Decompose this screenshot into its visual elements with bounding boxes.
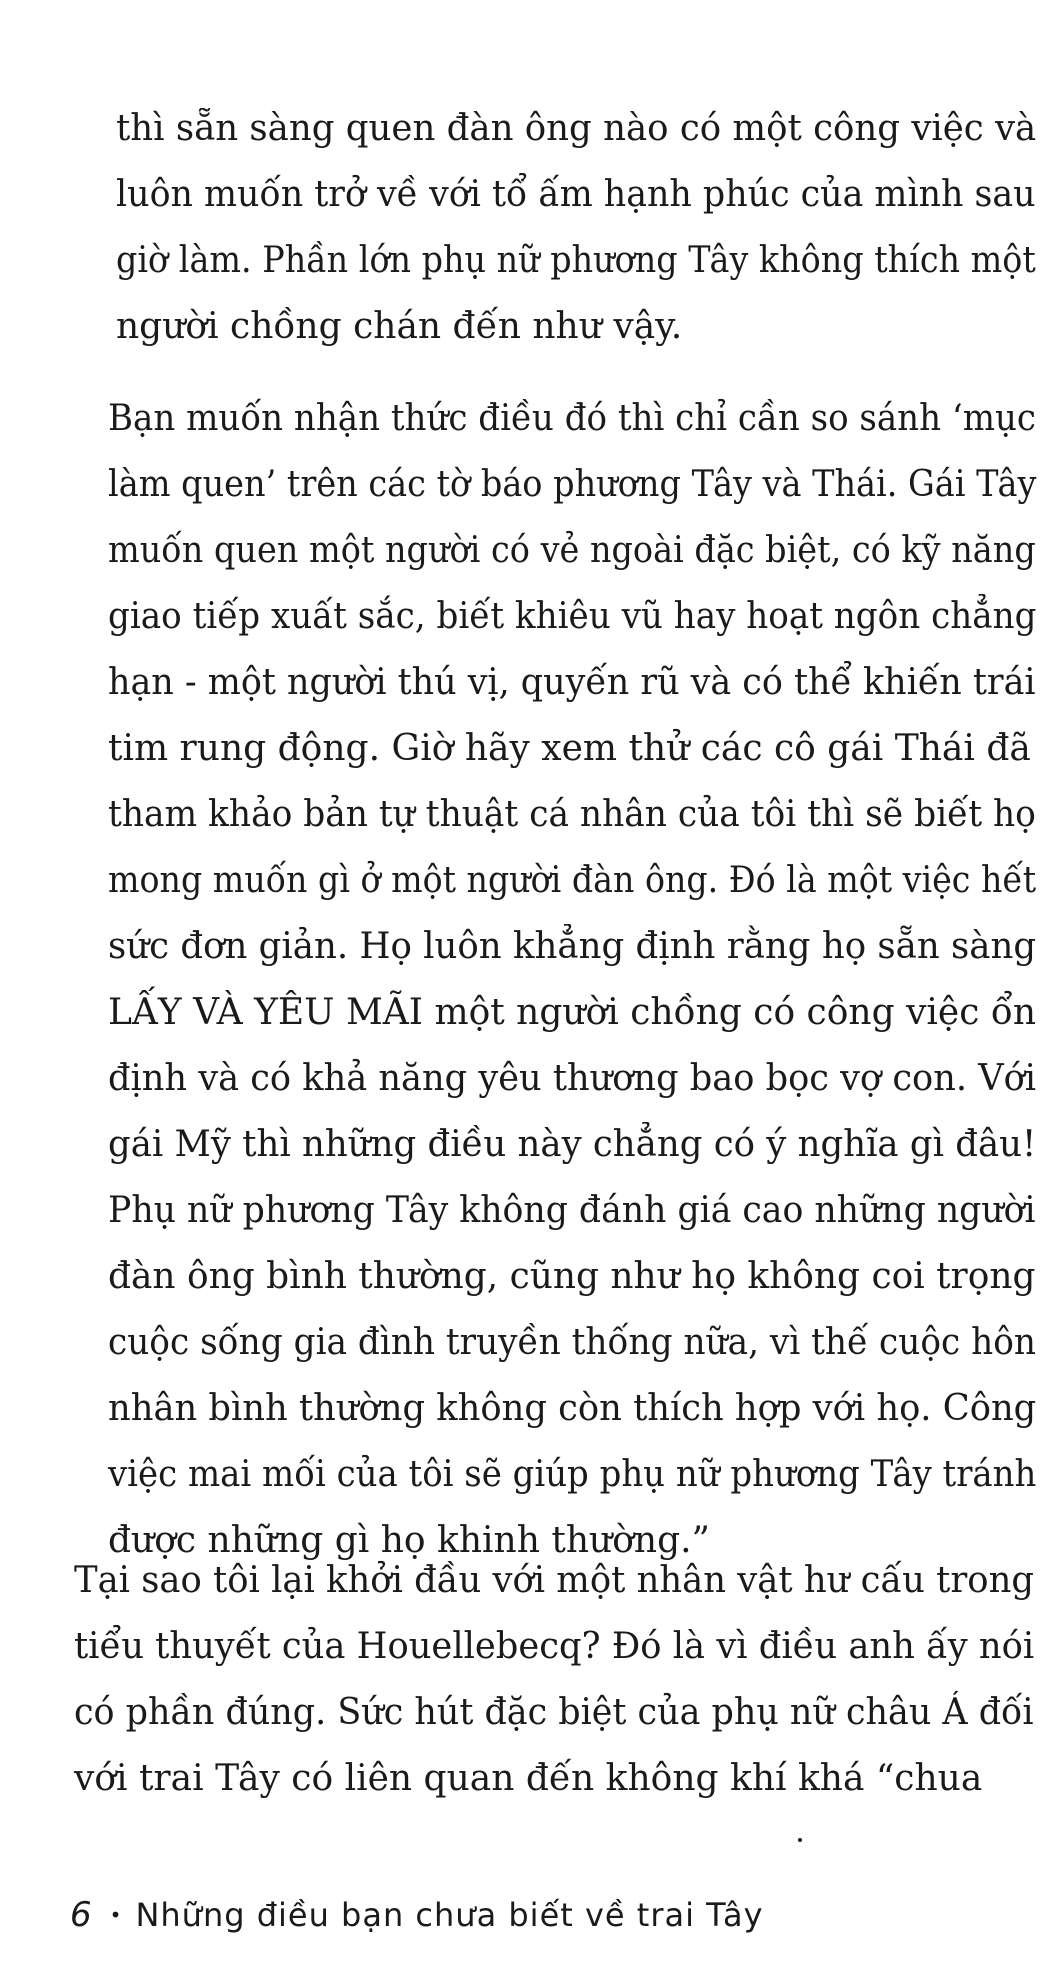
text-line: tham khảo bản tự thuật cá nhân của tôi thì sẽ biết họ bbox=[108, 794, 1036, 835]
paragraph-1 bbox=[116, 96, 1036, 360]
text-line: thì sẵn sàng quen đàn ông nào có một công việc và bbox=[116, 108, 1037, 149]
text-line: Phụ nữ phương Tây không đánh giá cao những người bbox=[108, 1190, 1036, 1231]
text-line: sức đơn giản. Họ luôn khẳng định rằng họ sẵn sàng bbox=[108, 926, 1037, 967]
bullet-separator: • bbox=[109, 1903, 122, 1927]
text-line: người chồng chán đến như vậy. bbox=[116, 306, 683, 347]
text-line: gái Mỹ thì những điều này chẳng có ý nghĩa gì đâu! bbox=[108, 1124, 1037, 1165]
text-line: được những gì họ khinh thường.” bbox=[108, 1520, 710, 1561]
text-line: cuộc sống gia đình truyền thống nữa, vì thế cuộc hôn bbox=[108, 1322, 1036, 1363]
text-line: có phần đúng. Sức hút đặc biệt của phụ nữ châu Á đối bbox=[74, 1692, 1034, 1733]
text-line: hạn - một người thú vị, quyến rũ và có thể khiến trái bbox=[108, 662, 1036, 703]
running-title: Những điều bạn chưa biết về trai Tây bbox=[135, 1896, 764, 1934]
text-line: tim rung động. Giờ hãy xem thử các cô gái Thái đã bbox=[108, 728, 1031, 769]
page-footer bbox=[70, 1890, 764, 1940]
text-line: giờ làm. Phần lớn phụ nữ phương Tây không thích một bbox=[116, 240, 1036, 281]
text-line: Bạn muốn nhận thức điều đó thì chỉ cần so sánh ‘mục bbox=[108, 398, 1036, 439]
paragraph-3 bbox=[74, 1548, 1034, 1812]
text-line: mong muốn gì ở một người đàn ông. Đó là một việc hết bbox=[108, 860, 1037, 901]
text-line: với trai Tây có liên quan đến không khí khá “chua bbox=[74, 1758, 983, 1799]
page-number: 6 bbox=[70, 1895, 92, 1935]
paragraph-2 bbox=[108, 386, 1036, 1574]
text-line: muốn quen một người có vẻ ngoài đặc biệt, có kỹ năng bbox=[108, 530, 1036, 571]
text-line: LẤY VÀ YÊU MÃI một người chồng có công việc ổn bbox=[108, 992, 1037, 1033]
text-line: Tại sao tôi lại khởi đầu với một nhân vật hư cấu trong bbox=[74, 1560, 1035, 1601]
text-line: giao tiếp xuất sắc, biết khiêu vũ hay hoạt ngôn chẳng bbox=[108, 596, 1037, 637]
text-line: làm quen’ trên các tờ báo phương Tây và Thái. Gái Tây bbox=[108, 464, 1037, 505]
stray-dot bbox=[798, 1838, 802, 1842]
text-line: luôn muốn trở về với tổ ấm hạnh phúc của mình sau bbox=[116, 174, 1036, 215]
text-line: đàn ông bình thường, cũng như họ không coi trọng bbox=[108, 1256, 1036, 1297]
text-line: tiểu thuyết của Houellebecq? Đó là vì điều anh ấy nói bbox=[74, 1626, 1035, 1667]
text-line: nhân bình thường không còn thích hợp với họ. Công bbox=[108, 1388, 1037, 1429]
text-line: định và có khả năng yêu thương bao bọc vợ con. Với bbox=[108, 1058, 1037, 1099]
text-line: việc mai mối của tôi sẽ giúp phụ nữ phương Tây tránh bbox=[108, 1454, 1037, 1495]
